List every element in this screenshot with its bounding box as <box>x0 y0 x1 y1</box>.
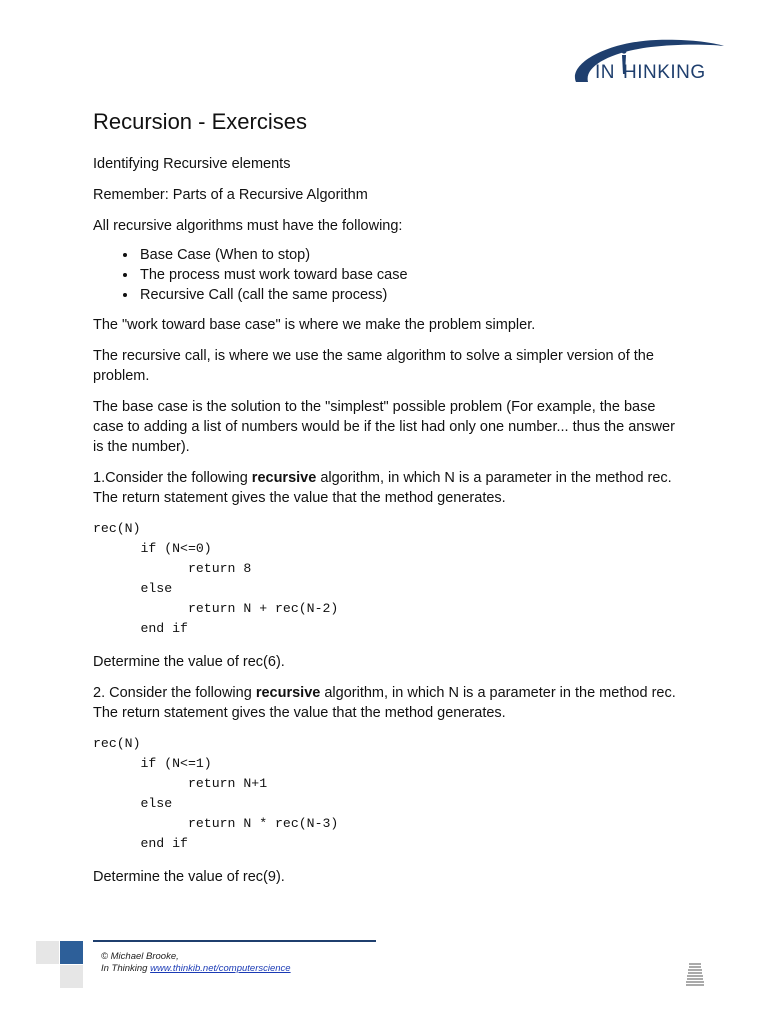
footer-author: © Michael Brooke, <box>101 951 179 962</box>
page-title: Recursion - Exercises <box>93 109 307 134</box>
code-block-2: rec(N) if (N<=1) return N+1 else return N * rec(N-3) end if <box>93 736 339 851</box>
subtitle: Identifying Recursive elements <box>93 156 291 172</box>
footer-square-grey <box>60 965 83 988</box>
question-2-task: Determine the value of rec(9). <box>93 869 285 885</box>
list-item: • The process must work toward base case <box>138 265 683 285</box>
code-block-1: rec(N) if (N<=0) return 8 else return N + rec(N-2) end if <box>93 521 339 636</box>
list-item: • Recursive Call (call the same process) <box>138 285 683 305</box>
question-1-task: Determine the value of rec(6). <box>93 654 285 670</box>
logo-wordmark: IN HINKING <box>595 62 706 83</box>
question-2-prefix: 2. Consider the following <box>93 685 256 701</box>
list-item: • Base Case (When to stop) <box>138 245 683 265</box>
footer-link[interactable]: www.thinkib.net/computerscience <box>150 963 291 974</box>
question-1-suffix: algorithm, in which N is a parameter in the method rec. The return statement gives the value that the method generates. <box>93 470 672 506</box>
footer-org: In Thinking <box>101 963 151 974</box>
question-2 <box>93 683 683 723</box>
intro-text: All recursive algorithms must have the following: <box>93 218 403 234</box>
page-lines-icon <box>684 962 706 988</box>
remember-heading: Remember: Parts of a Recursive Algorithm <box>93 187 368 203</box>
paragraph-work-toward: The "work toward base case" is where we make the problem simpler. <box>93 317 536 333</box>
question-2-bold: recursive <box>255 685 321 701</box>
footer-square-blue <box>60 941 83 964</box>
footer-square-grey <box>36 941 59 964</box>
footer-org-line <box>101 963 291 975</box>
question-1-bold: recursive <box>251 470 317 486</box>
footer-credits <box>101 951 291 975</box>
requirements-list <box>93 245 683 305</box>
paragraph-recursive-call: The recursive call, is where we use the same algorithm to solve a simpler version of the problem. <box>93 348 654 384</box>
question-2-suffix: algorithm, in which N is a parameter in the method rec. The return statement gives the value that the method generates. <box>93 685 676 721</box>
paragraph-base-case: The base case is the solution to the "simplest" possible problem (For example, the base case to adding a list of numbers would be if the list had only one number... thus the answer is the number). <box>93 399 675 455</box>
question-1 <box>93 468 683 508</box>
document-body <box>93 106 683 898</box>
footer-divider <box>93 940 376 942</box>
question-1-prefix: 1.Consider the following <box>93 470 252 486</box>
